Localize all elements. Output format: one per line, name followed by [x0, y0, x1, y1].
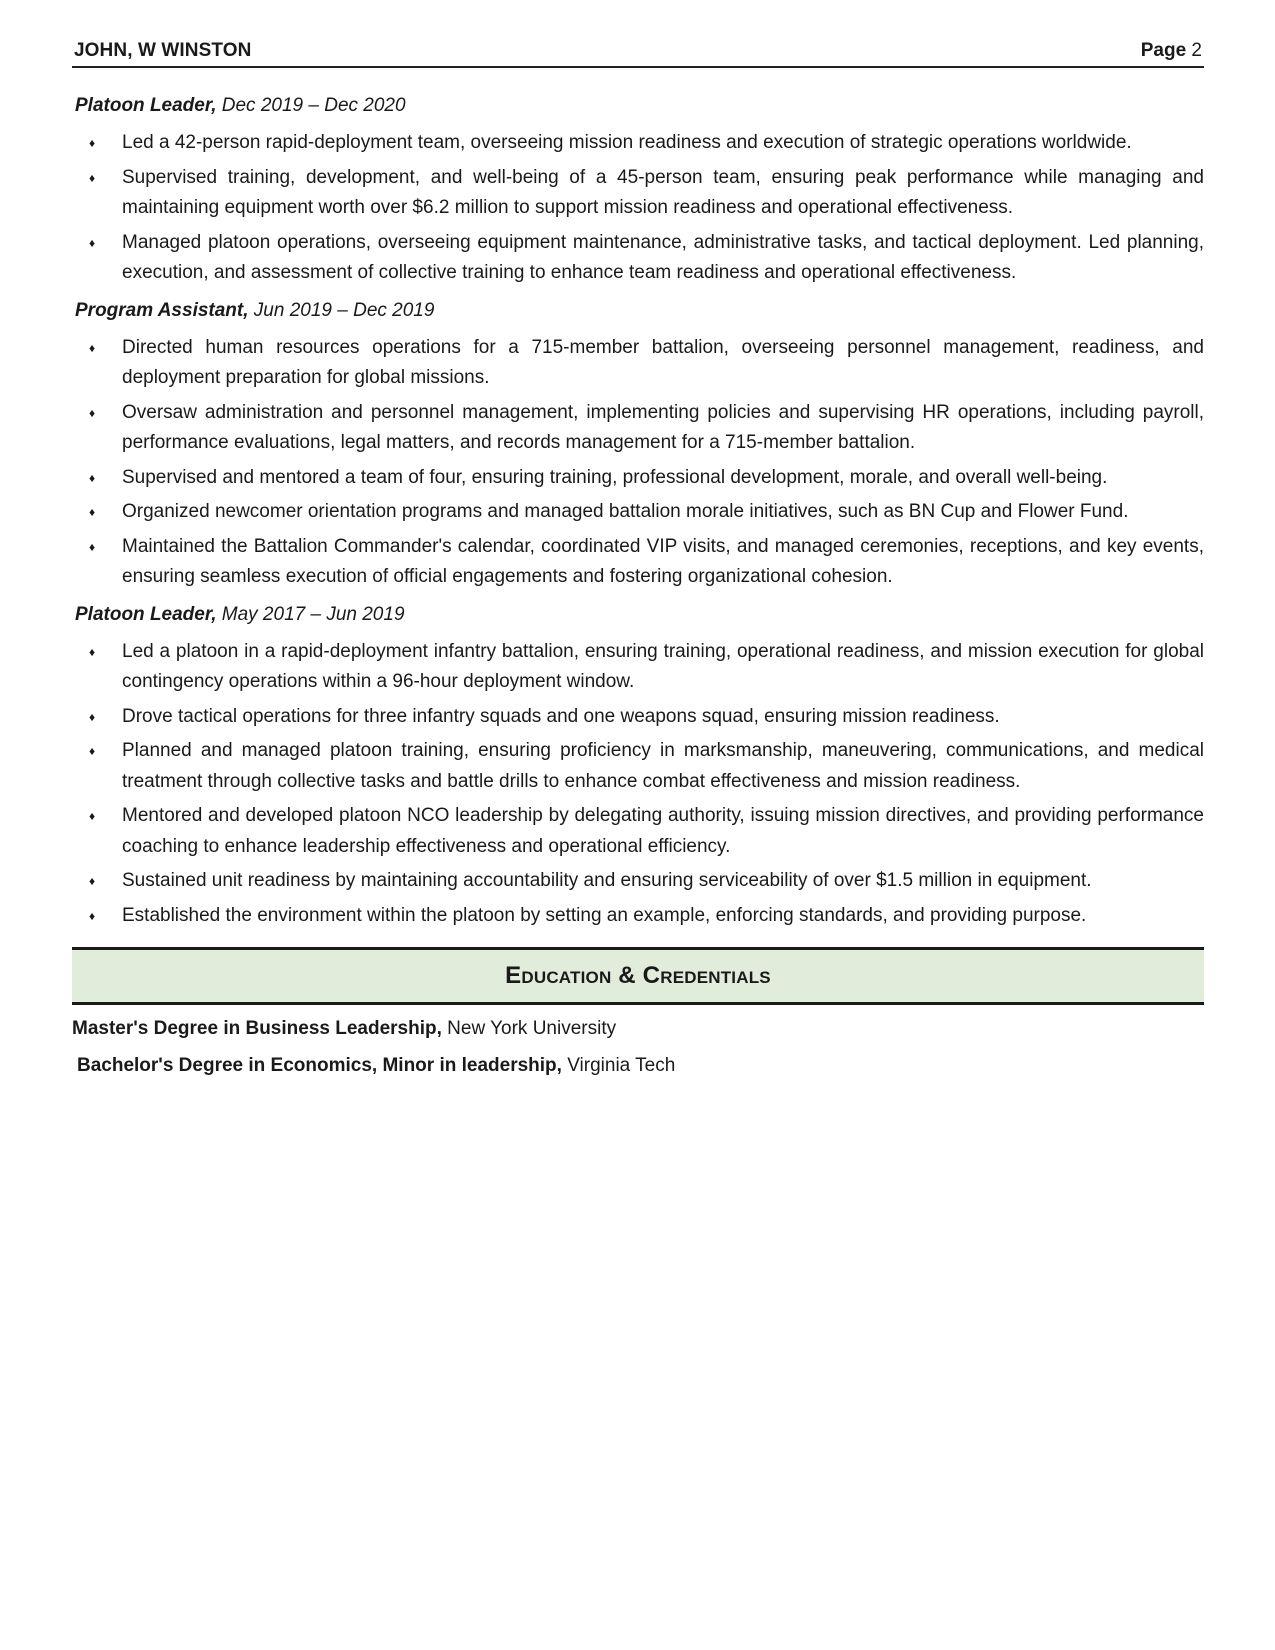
bullet-text: Planned and managed platoon training, ensuring proficiency in marksmanship, maneuvering, communications, and medical treatment through collective tasks and battle drills to enhance combat effectiveness and mission readiness. — [122, 740, 1204, 792]
diamond-bullet-icon: ♦ — [89, 908, 96, 923]
page-indicator — [1141, 40, 1202, 62]
bullet-item — [72, 736, 1204, 797]
job-role: Platoon Leader, — [75, 95, 217, 116]
page-header — [72, 38, 1204, 68]
bullet-item — [72, 128, 1204, 159]
bullet-text: Supervised and mentored a team of four, ensuring training, professional development, morale, and overall well-being. — [122, 466, 1108, 488]
bullet-item — [72, 398, 1204, 459]
job-dates: Jun 2019 – Dec 2019 — [248, 299, 435, 321]
bullet-text: Directed human resources operations for a 715-member battalion, overseeing personnel management, readiness, and deployment preparation for global missions. — [122, 336, 1204, 388]
experience-section — [72, 92, 1204, 939]
bullet-item — [72, 163, 1204, 224]
bullet-text: Maintained the Battalion Commander's calendar, coordinated VIP visits, and managed ceremonies, receptions, and key events, ensuring seamless execution of official engagements and fostering organizational cohesion. — [122, 535, 1204, 587]
job-dates: May 2017 – Jun 2019 — [216, 603, 405, 625]
diamond-bullet-icon: ♦ — [89, 340, 96, 355]
bullet-item — [72, 333, 1204, 394]
bullet-text: Managed platoon operations, overseeing equipment maintenance, administrative tasks, and tactical deployment. Led planning, execution, and assessment of collective training to enhance team readiness and operational effectiveness. — [122, 231, 1204, 283]
job-entry — [72, 92, 1204, 289]
diamond-bullet-icon: ♦ — [89, 136, 96, 150]
job-entry — [72, 601, 1204, 932]
page-number: 2 — [1191, 40, 1202, 61]
school: Virginia Tech — [561, 1055, 676, 1076]
bullet-item — [72, 702, 1204, 733]
bullet-item — [72, 497, 1204, 528]
education-section-header — [72, 947, 1204, 1005]
job-bullets — [72, 637, 1204, 932]
job-dates: Dec 2019 – Dec 2020 — [216, 95, 406, 116]
diamond-bullet-icon: ♦ — [89, 470, 96, 485]
section-title: Education & Credentials — [505, 962, 771, 989]
bullet-text: Oversaw administration and personnel management, implementing policies and supervising HR operations, including payroll, performance evaluations, legal matters, and records management for a 715-member battalion. — [122, 401, 1204, 453]
diamond-bullet-icon: ♦ — [89, 170, 96, 185]
bullet-item — [72, 532, 1204, 593]
job-title — [75, 297, 1204, 325]
diamond-bullet-icon: ♦ — [89, 235, 96, 250]
diamond-bullet-icon: ♦ — [89, 809, 96, 823]
bullet-item — [72, 463, 1204, 494]
diamond-bullet-icon: ♦ — [89, 505, 96, 519]
degree: Master's Degree in Business Leadership, — [72, 1018, 442, 1039]
page-label: Page — [1140, 40, 1187, 61]
bullet-item — [72, 866, 1204, 897]
bullet-text: Established the environment within the platoon by setting an example, enforcing standards, and providing purpose. — [122, 904, 1087, 926]
diamond-bullet-icon: ♦ — [89, 744, 96, 758]
diamond-bullet-icon: ♦ — [89, 874, 96, 888]
bullet-text: Supervised training, development, and well-being of a 45-person team, ensuring peak performance while managing and maintaining equipment worth over $6.2 million to support mission readiness and operational effectiveness. — [122, 166, 1204, 218]
education-item — [72, 1052, 1204, 1080]
bullet-text: Led a 42-person rapid-deployment team, overseeing mission readiness and execution of strategic operations worldwide. — [122, 132, 1132, 153]
bullet-text: Mentored and developed platoon NCO leadership by delegating authority, issuing mission directives, and providing performance coaching to enhance leadership effectiveness and operational efficiency. — [122, 805, 1204, 857]
degree: Bachelor's Degree in Economics, Minor in leadership, — [77, 1055, 562, 1076]
diamond-bullet-icon: ♦ — [89, 405, 96, 420]
bullet-item — [72, 801, 1204, 862]
job-title — [75, 601, 1204, 629]
bullet-item — [72, 637, 1204, 698]
bullet-text: Sustained unit readiness by maintaining accountability and ensuring serviceability of over $1.5 million in equipment. — [122, 870, 1092, 891]
bullet-text: Organized newcomer orientation programs and managed battalion morale initiatives, such as BN Cup and Flower Fund. — [122, 501, 1129, 522]
candidate-name: JOHN, W WINSTON — [74, 40, 252, 61]
school: New York University — [441, 1018, 617, 1039]
bullet-text: Drove tactical operations for three infantry squads and one weapons squad, ensuring mission readiness. — [122, 705, 1000, 727]
diamond-bullet-icon: ♦ — [89, 539, 96, 554]
job-entry — [72, 297, 1204, 593]
job-role: Program Assistant, — [75, 299, 249, 321]
job-bullets — [72, 333, 1204, 593]
job-bullets — [72, 128, 1204, 289]
diamond-bullet-icon: ♦ — [89, 644, 96, 659]
bullet-item — [72, 228, 1204, 289]
bullet-text: Led a platoon in a rapid-deployment infantry battalion, ensuring training, operational readiness, and mission execution for global contingency operations within a 96-hour deployment window. — [122, 640, 1204, 692]
job-title — [75, 92, 1204, 120]
education-list — [72, 1015, 1204, 1089]
diamond-bullet-icon: ♦ — [89, 709, 96, 724]
bullet-item — [72, 901, 1204, 932]
job-role: Platoon Leader, — [75, 603, 217, 625]
education-item — [72, 1015, 1204, 1043]
